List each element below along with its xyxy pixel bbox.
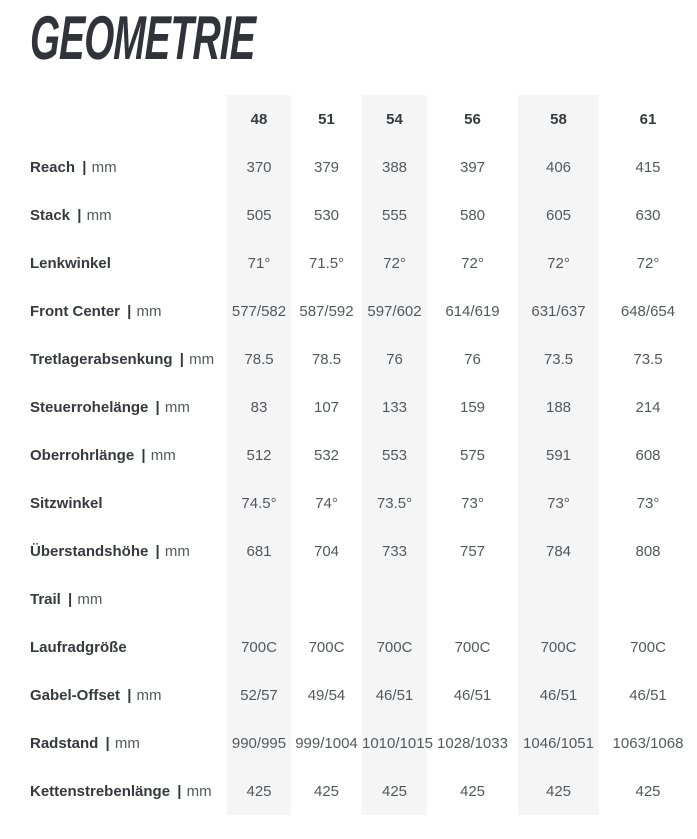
- value-cell: 397: [459, 158, 486, 176]
- size-header-56: 56: [464, 110, 481, 128]
- value-cell: 532: [313, 446, 340, 464]
- value-cell: 505: [227, 191, 291, 239]
- value-cell: 388: [362, 143, 427, 191]
- value-cell: 379: [313, 158, 340, 176]
- table-row: [0, 767, 697, 815]
- table-row: [0, 623, 697, 671]
- size-header-51: 51: [318, 110, 335, 128]
- value-cell: 425: [518, 767, 599, 815]
- value-cell: 512: [227, 431, 291, 479]
- label-separator: |: [177, 782, 182, 800]
- value-cell: 74.5°: [227, 479, 291, 527]
- value-cell: 700C: [227, 623, 291, 671]
- value-cell: 46/51: [362, 671, 427, 719]
- value-cell: 757: [459, 542, 486, 560]
- row-label: [0, 287, 227, 335]
- row-label-unit: mm: [73, 590, 103, 608]
- value-cell: [362, 575, 427, 623]
- row-label: [0, 383, 227, 431]
- label-separator: |: [77, 206, 82, 224]
- label-separator: |: [155, 398, 160, 416]
- value-cell: 188: [518, 383, 599, 431]
- value-cell: 73°: [636, 494, 660, 512]
- value-cell: 107: [313, 398, 340, 416]
- value-cell: 605: [518, 191, 599, 239]
- size-header-61: 61: [639, 110, 657, 128]
- value-cell: 608: [635, 446, 661, 464]
- row-label: [0, 239, 227, 287]
- value-cell: 999/1004: [295, 734, 358, 752]
- row-label: [0, 335, 227, 383]
- value-cell: 74°: [315, 494, 338, 512]
- value-cell: 580: [459, 206, 486, 224]
- value-cell: 700C: [630, 638, 666, 656]
- row-label: [0, 431, 227, 479]
- table-row: [0, 191, 697, 239]
- value-cell: 406: [518, 143, 599, 191]
- row-label-name: Laufradgröße: [30, 638, 127, 656]
- value-cell: 700C: [518, 623, 599, 671]
- value-cell: 83: [227, 383, 291, 431]
- size-header-58: 58: [518, 95, 599, 143]
- label-separator: |: [155, 542, 160, 560]
- value-cell: 72°: [636, 254, 660, 272]
- table-row: [0, 719, 697, 767]
- row-label: [0, 527, 227, 575]
- row-label: [0, 719, 227, 767]
- label-separator: |: [141, 446, 146, 464]
- row-label-name: Tretlagerabsenkung: [30, 350, 173, 368]
- table-row: [0, 239, 697, 287]
- value-cell: 425: [362, 767, 427, 815]
- value-cell: 631/637: [518, 287, 599, 335]
- value-cell: [599, 575, 697, 623]
- label-separator: |: [127, 686, 132, 704]
- value-cell: 71°: [227, 239, 291, 287]
- value-cell: 72°: [518, 239, 599, 287]
- row-label-name: Kettenstrebenlänge: [30, 782, 171, 800]
- table-row: [0, 383, 697, 431]
- table-row: [0, 575, 697, 623]
- row-label-name: Radstand: [30, 734, 99, 752]
- value-cell: 577/582: [227, 287, 291, 335]
- value-cell: 1063/1068: [612, 734, 684, 752]
- value-cell: 425: [227, 767, 291, 815]
- row-label: [0, 767, 227, 815]
- row-label-unit: mm: [160, 542, 190, 560]
- value-cell: 46/51: [629, 686, 667, 704]
- value-cell: 52/57: [227, 671, 291, 719]
- table-row: [0, 527, 697, 575]
- value-cell: 587/592: [299, 302, 354, 320]
- value-cell: 159: [459, 398, 486, 416]
- row-label-name: Reach: [30, 158, 76, 176]
- row-label: [0, 623, 227, 671]
- row-label-name: Trail: [30, 590, 61, 608]
- value-cell: 733: [362, 527, 427, 575]
- value-cell: 553: [362, 431, 427, 479]
- value-cell: 425: [459, 782, 486, 800]
- geometry-table: [0, 95, 697, 815]
- row-label-name: Oberrohrlänge: [30, 446, 135, 464]
- table-row: [0, 335, 697, 383]
- row-label: [0, 575, 227, 623]
- value-cell: 46/51: [453, 686, 492, 704]
- value-cell: 1046/1051: [518, 719, 599, 767]
- value-cell: 648/654: [620, 302, 676, 320]
- row-label-unit: mm: [184, 350, 215, 368]
- page-header: [0, 0, 697, 95]
- value-cell: 614/619: [445, 302, 500, 320]
- size-header-48: 48: [227, 95, 291, 143]
- value-cell: 425: [313, 782, 340, 800]
- size-header-row: [0, 95, 697, 143]
- value-cell: 1010/1015: [362, 719, 427, 767]
- value-cell: 700C: [454, 638, 491, 656]
- value-cell: 530: [313, 206, 340, 224]
- value-cell: 425: [635, 782, 661, 800]
- row-label-unit: mm: [87, 158, 117, 176]
- row-label: [0, 671, 227, 719]
- row-label: [0, 191, 227, 239]
- label-separator: |: [127, 302, 132, 320]
- value-cell: 76: [464, 350, 481, 368]
- value-cell: [427, 575, 518, 623]
- value-cell: [227, 575, 291, 623]
- table-row: [0, 143, 697, 191]
- value-cell: 78.5: [227, 335, 291, 383]
- value-cell: 49/54: [307, 686, 346, 704]
- label-separator: |: [105, 734, 110, 752]
- value-cell: 73°: [518, 479, 599, 527]
- value-cell: 73°: [461, 494, 484, 512]
- value-cell: 73.5°: [362, 479, 427, 527]
- value-cell: [291, 575, 362, 623]
- value-cell: 214: [635, 398, 661, 416]
- value-cell: 1028/1033: [437, 734, 508, 752]
- row-label-unit: mm: [160, 398, 190, 416]
- row-label-unit: mm: [132, 302, 162, 320]
- value-cell: 72°: [362, 239, 427, 287]
- value-cell: 370: [227, 143, 291, 191]
- value-cell: 133: [362, 383, 427, 431]
- value-cell: 597/602: [362, 287, 427, 335]
- value-cell: [518, 575, 599, 623]
- label-separator: |: [82, 158, 87, 176]
- value-cell: 704: [313, 542, 340, 560]
- value-cell: 784: [518, 527, 599, 575]
- value-cell: 71.5°: [308, 254, 345, 272]
- row-label-unit: mm: [82, 206, 112, 224]
- value-cell: 591: [518, 431, 599, 479]
- row-label-name: Stack: [30, 206, 71, 224]
- value-cell: 78.5: [311, 350, 342, 368]
- row-label-name: Sitzwinkel: [30, 494, 103, 512]
- page-title: GEOMETRIE: [29, 4, 256, 73]
- value-cell: 700C: [362, 623, 427, 671]
- size-header-spacer: [0, 95, 227, 143]
- row-label: [0, 143, 227, 191]
- row-label-unit: mm: [182, 782, 212, 800]
- value-cell: 73.5: [518, 335, 599, 383]
- value-cell: 575: [459, 446, 486, 464]
- value-cell: 808: [635, 542, 661, 560]
- value-cell: 681: [227, 527, 291, 575]
- value-cell: 76: [362, 335, 427, 383]
- table-row: [0, 671, 697, 719]
- row-label: [0, 479, 227, 527]
- value-cell: 72°: [461, 254, 484, 272]
- value-cell: 700C: [308, 638, 345, 656]
- value-cell: 990/995: [227, 719, 291, 767]
- row-label-name: Steuerrohelänge: [30, 398, 149, 416]
- row-label-unit: mm: [132, 686, 162, 704]
- row-label-unit: mm: [146, 446, 176, 464]
- value-cell: 46/51: [518, 671, 599, 719]
- value-cell: 73.5: [633, 350, 663, 368]
- value-cell: 555: [362, 191, 427, 239]
- row-label-unit: mm: [110, 734, 140, 752]
- table-row: [0, 479, 697, 527]
- label-separator: |: [179, 350, 184, 368]
- row-label-name: Front Center: [30, 302, 120, 320]
- table-row: [0, 431, 697, 479]
- value-cell: 415: [635, 158, 661, 176]
- value-cell: 630: [635, 206, 661, 224]
- table-row: [0, 287, 697, 335]
- size-header-54: 54: [362, 95, 427, 143]
- row-label-name: Gabel-Offset: [30, 686, 121, 704]
- row-label-name: Lenkwinkel: [30, 254, 111, 272]
- label-separator: |: [68, 590, 73, 608]
- row-label-name: Überstandshöhe: [30, 542, 149, 560]
